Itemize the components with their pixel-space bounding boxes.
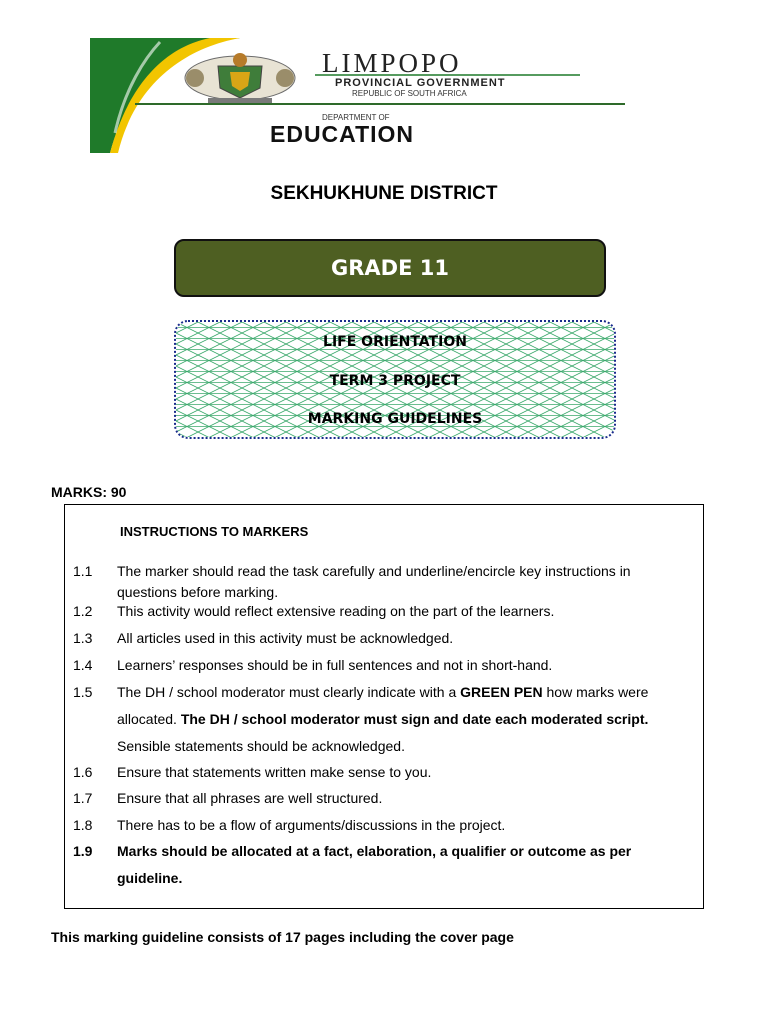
guideline-label: MARKING GUIDELINES	[307, 411, 483, 427]
instruction-text: Marks should be allocated at a fact, elaboration, a qualifier or outcome as per guideline.	[117, 843, 632, 886]
instruction-number: 1.5	[73, 684, 93, 700]
instruction-text-part: The DH / school moderator must clearly indicate with a	[117, 684, 461, 700]
instruction-text-part: Sensible statements should be acknowledged.	[117, 738, 405, 754]
instruction-text: This activity would reflect extensive reading on the part of the learners.	[117, 603, 555, 619]
instruction-text-part: how marks were allocated.	[117, 684, 649, 727]
instruction-number: 1.2	[73, 603, 93, 619]
instructions-title: INSTRUCTIONS TO MARKERS	[120, 524, 309, 539]
instruction-text: All articles used in this activity must be acknowledged.	[117, 630, 454, 646]
subject-box	[174, 320, 616, 439]
subject-label: LIFE ORIENTATION	[323, 334, 467, 350]
instruction-number: 1.4	[73, 657, 93, 673]
instruction-number: 1.7	[73, 790, 93, 806]
instruction-text: There has to be a flow of arguments/discussions in the project.	[117, 817, 506, 833]
department-logo-header	[90, 38, 630, 153]
instructions-box	[64, 504, 704, 909]
instruction-text: The marker should read the task carefully and underline/encircle key instructions in questions before marking.	[117, 563, 631, 600]
grade-label: GRADE 11	[331, 256, 449, 280]
instruction-text: Learners’ responses should be in full sentences and not in short-hand.	[117, 657, 553, 673]
moderator-sign-emphasis: The DH / school moderator must sign and date each moderated script.	[180, 711, 649, 727]
limpopo-logo-graphic	[90, 38, 630, 153]
term-label: TERM 3 PROJECT	[329, 373, 461, 389]
green-pen-emphasis: GREEN PEN	[460, 684, 543, 700]
instruction-text	[117, 679, 692, 760]
page-count-note: This marking guideline consists of 17 pages including the cover page	[51, 929, 514, 945]
instruction-number: 1.1	[73, 563, 93, 579]
instruction-number: 1.8	[73, 817, 93, 833]
department-title: EDUCATION	[270, 121, 415, 147]
coat-of-arms-icon	[185, 53, 295, 103]
instruction-text: Ensure that all phrases are well structured.	[117, 790, 383, 806]
instruction-number: 1.9	[73, 843, 93, 859]
instruction-text: Ensure that statements written make sense to you.	[117, 764, 432, 780]
instruction-number: 1.3	[73, 630, 93, 646]
province-title: LIMPOPO	[322, 48, 462, 78]
district-title: SEKHUKHUNE DISTRICT	[270, 183, 498, 204]
government-title: PROVINCIAL GOVERNMENT	[335, 77, 506, 89]
marks-total: MARKS: 90	[51, 484, 127, 500]
instruction-number: 1.6	[73, 764, 93, 780]
grade-banner	[174, 239, 606, 297]
department-of-label: DEPARTMENT OF	[322, 113, 390, 122]
republic-title: REPUBLIC OF SOUTH AFRICA	[352, 89, 467, 98]
